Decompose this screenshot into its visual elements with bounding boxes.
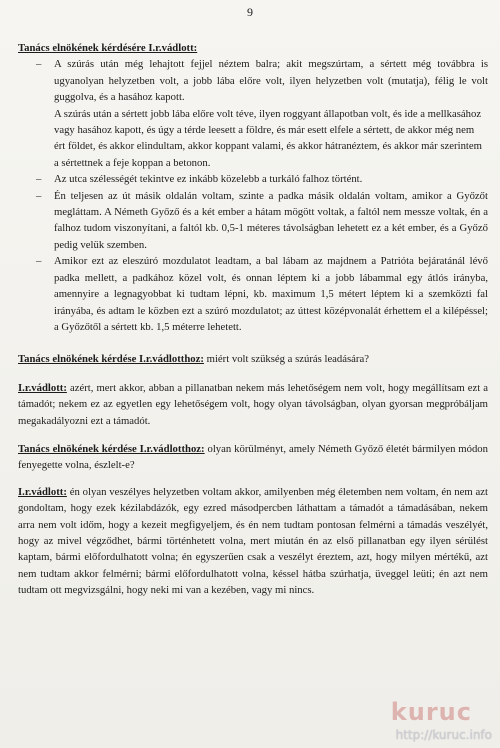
section-header-label: Tanács elnökének kérdésére I.r.vádlott: bbox=[18, 42, 198, 54]
section-header-label: I.r.vádlott: bbox=[18, 485, 67, 498]
testimony-text: Amikor ezt az eleszúró mozdulatot leadtam, a bal lábam az majdnem a Patrióta bejáratánál lévő padka mellett, a padkához közel volt, és onnan léptem ki a jobb lábammal egy átlós irányba, amennyire a legnagyobbat ki tudtam lépni, kb. maximum 1,5 métert léptem ki a szemközti fal irányába, és adtam le közben ezt a szúró mozdulatot; az úttest középvonalát érhettem el a kilépéssel; a Győzőtől a sértett kb. 1,5 méterre lehetett. bbox=[54, 255, 488, 333]
document-body bbox=[18, 40, 488, 599]
dash-bullet: – bbox=[36, 189, 42, 202]
answer-text: én olyan veszélyes helyzetben voltam akkor, amilyenben még életemben nem voltam, én nem azt gondoltam, hogy ezek kézilabdázók, egy ezred másodpercben láthattam a támadót a támadásában, nekem arra nem volt időm, hogy a kezeit megfigyeljem, és én nem tudtam pontosan felmérni a támadás veszélyét, hogy az mivel végződhet, bármi történhetett volna, mert miután én az első pillanatban egy ilyen sérülést kaptam, bármi előfordulhatott volna; én egyszerűen csak a veszélyt éreztem, azt, hogy milyen mértékű, azt nem tudtam akkor felmérni; bármi előfordulhatott volna, késsel hátba szúrhatja, üveggel leüti; én azt nem tudtam ott megvizsgálni, hogy neki mi van a kezében, vagy mi nincs. bbox=[18, 485, 488, 597]
section-header-label: I.r.vádlott: bbox=[18, 381, 67, 394]
testimony-item bbox=[18, 171, 488, 187]
testimony-text: Az utca szélességét tekintve ez inkább közelebb a turkáló falhoz történt. bbox=[54, 173, 363, 186]
testimony-text: A szúrás után még lehajtott fejjel néztem balra; akit megszúrtam, a sértett még továbbra is ugyanolyan helyzetben volt, a jobb lába előre volt, ilyen helyzetben volt (mutatja), félig le volt guggolva, és a hasához kapott. bbox=[54, 58, 488, 104]
answer-text: azért, mert akkor, abban a pillanatban nekem más lehetőségem nem volt, hogy megállítsam ezt a támadót; nekem ez az egyetlen egy lehetőségem volt, hogy olyan távolságban, olyan gyorsan megpróbáljam megakadályozni ezt a támadót. bbox=[18, 381, 488, 427]
watermark-logo: kuruc bbox=[390, 698, 472, 726]
section-header-label: Tanács elnökének kérdése I.r.vádlotthoz: bbox=[18, 353, 204, 366]
testimony-text: Én teljesen az út másik oldalán voltam, szinte a padka másik oldalán voltam, amikor a Győzőt megláttam. A Németh Győző és a két ember a hátam mögött voltak, a faltól nem messze voltak, én a falhoz tudom viszonyítani, a faltól kb. 0,5-1 méteres távolságban lehetett ez a két ember, és a Győző pedig velük szemben. bbox=[54, 189, 488, 251]
defendant-answer-paragraph bbox=[18, 380, 488, 429]
watermark-url: http://kuruc.info bbox=[395, 728, 492, 742]
section-header-judge-question bbox=[18, 40, 488, 56]
testimony-item bbox=[18, 188, 488, 254]
page-number: 9 bbox=[247, 5, 253, 19]
section-header-label: Tanács elnökének kérdése I.r.vádlotthoz: bbox=[18, 442, 205, 455]
dash-bullet: – bbox=[36, 255, 42, 268]
dash-bullet: – bbox=[36, 173, 42, 186]
testimony-continuation bbox=[18, 106, 488, 172]
testimony-text: A szúrás után a sértett jobb lába előre volt téve, ilyen roggyant állapotban volt, és ide a mellkasához vagy hasához kapott, és úgy a térde leesett a földre, és már esett elfele a sértett, de akkor még nem ért földet, és akkor elindultam, akkor koppant valami, és akkor hátranéztem, és akkor már szerintem a sértettnek a feje koppan a betonon. bbox=[54, 107, 482, 169]
question-text: olyan körülményt, amely Németh Győző életét bármilyen módon fenyegette volna, észlelt-e? bbox=[18, 442, 488, 472]
judge-question-paragraph bbox=[18, 441, 488, 474]
testimony-item bbox=[18, 253, 488, 335]
defendant-answer-paragraph bbox=[18, 484, 488, 599]
question-text: miért volt szükség a szúrás leadására? bbox=[203, 353, 369, 366]
testimony-list bbox=[18, 56, 488, 335]
judge-question-paragraph bbox=[18, 351, 488, 367]
dash-bullet: – bbox=[36, 58, 42, 71]
testimony-item bbox=[18, 56, 488, 105]
